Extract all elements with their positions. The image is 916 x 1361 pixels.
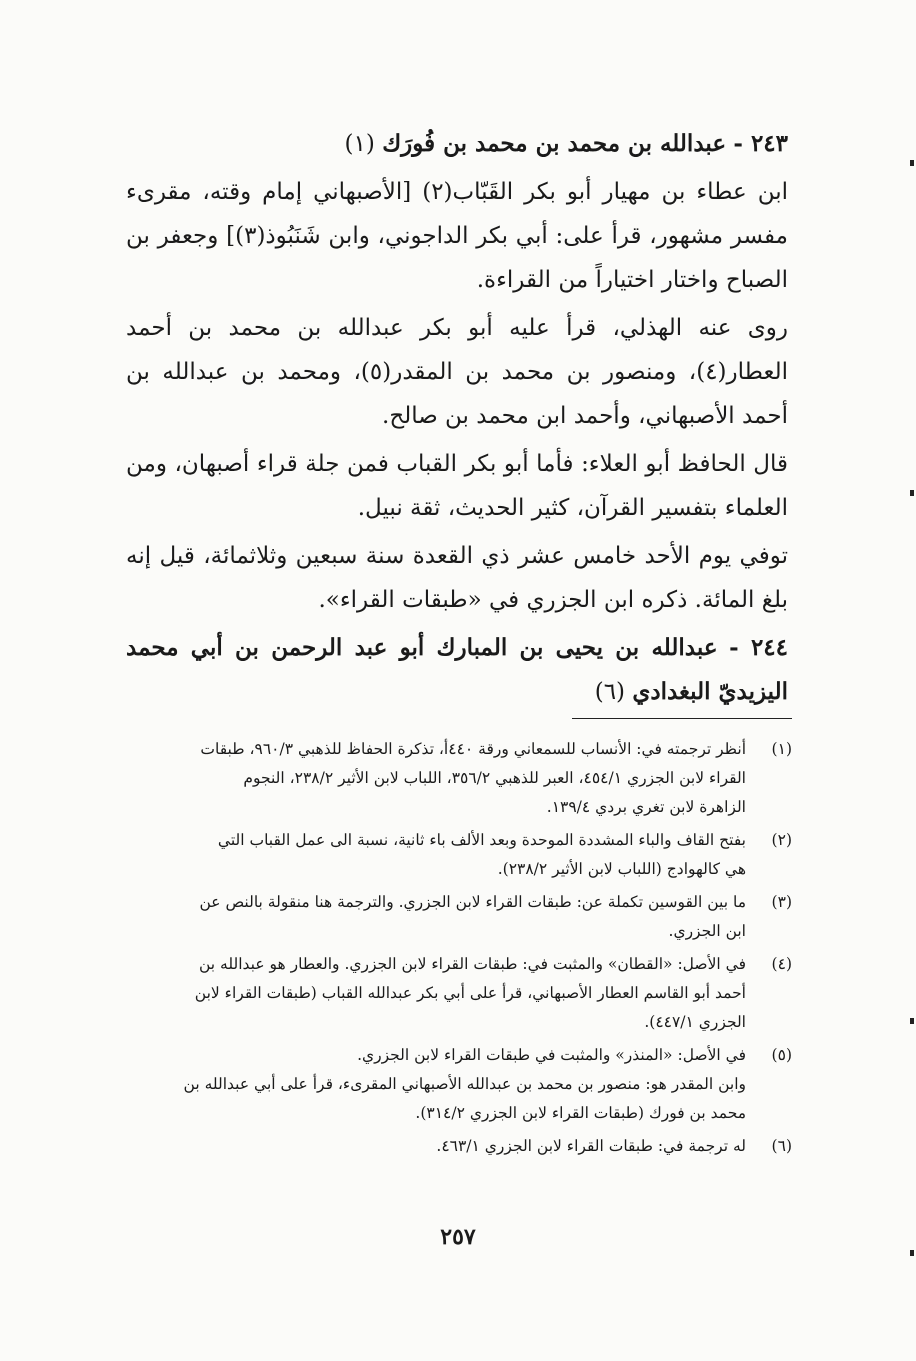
entry-number: ٢٤٣ -	[733, 130, 788, 157]
footnote-line: أنظر ترجمته في: الأنساب للسمعاني ورقة ٤٤٠أ، تذكرة الحفاظ للذهبي ٩٦٠/٣، طبقات	[200, 740, 746, 758]
footnote-line: له ترجمة في: طبقات القراء لابن الجزري ٤٦٣/١.	[436, 1137, 746, 1155]
footnote-text	[124, 888, 746, 946]
footnote-line: ابن الجزري.	[668, 922, 746, 940]
footnote-line: أحمد أبو القاسم العطار الأصبهاني، قرأ على أبي بكر عبدالله القباب (طبقات القراء لابن	[194, 984, 746, 1002]
footnote	[124, 1041, 792, 1128]
entry-number: ٢٤٤ -	[729, 634, 788, 661]
footnote-line: الزاهرة لابن تغري بردي ١٣٩/٤.	[546, 798, 746, 816]
footnote	[124, 888, 792, 946]
footnote-line: القراء لابن الجزري ٤٥٤/١، العبر للذهبي ٣٥٦/٢، اللباب لابن الأثير ٢٣٨/٢، النجوم	[243, 769, 746, 787]
footnote-number: (٥)	[771, 1046, 792, 1064]
entry-name: عبدالله بن محمد بن محمد بن فُورَك	[382, 130, 727, 157]
main-text	[126, 122, 788, 714]
footnote-text	[124, 826, 746, 884]
footnote	[124, 1132, 792, 1161]
body-paragraph: قال الحافظ أبو العلاء: فأما أبو بكر القباب فمن جلة قراء أصبهان، ومن العلماء بتفسير القرآن، كثير الحديث، ثقة نبيل.	[126, 451, 788, 521]
page-number: ٢٥٧	[440, 1224, 476, 1250]
footnote-number: (٢)	[771, 831, 792, 849]
footnote-line: في الأصل: «القطان» والمثبت في: طبقات القراء لابن الجزري. والعطار هو عبدالله بن	[199, 955, 746, 973]
footnote	[124, 950, 792, 1037]
footnote-text	[124, 950, 746, 1037]
footnotes	[124, 735, 792, 1165]
scan-edge-mark	[910, 160, 914, 166]
footnote-number: (٦)	[771, 1137, 792, 1155]
scan-edge-mark	[910, 1018, 914, 1024]
footnote-line: في الأصل: «المنذر» والمثبت في طبقات القراء لابن الجزري.	[357, 1046, 746, 1064]
footnote-number: (١)	[771, 740, 792, 758]
footnote-text	[124, 1041, 746, 1128]
footnote-reference: (١)	[344, 131, 375, 157]
footnote-text	[124, 1132, 746, 1161]
footnote-reference: (٦)	[594, 679, 626, 705]
scan-edge-mark	[910, 490, 914, 496]
footnote-text	[124, 735, 746, 822]
footnote-line: هي كالهوادج (اللباب لابن الأثير ٢٣٨/٢).	[497, 860, 746, 878]
footnote-line: محمد بن فورك (طبقات القراء لابن الجزري ٣١٤/٢).	[415, 1104, 746, 1122]
footnote-separator	[572, 718, 792, 719]
entry-name: عبدالله بن يحيى بن المبارك أبو عبد الرحمن بن أبي محمد اليزيديّ البغدادي	[126, 634, 788, 705]
footnote-line: ما بين القوسين تكملة عن: طبقات القراء لابن الجزري. والترجمة هنا منقولة بالنص عن	[199, 893, 746, 911]
footnote-line: وابن المقدر هو: منصور بن محمد بن عبدالله الأصبهاني المقرىء، قرأ على أبي عبدالله بن	[183, 1075, 746, 1093]
body-paragraph: توفي يوم الأحد خامس عشر ذي القعدة سنة سبعين وثلاثمائة، قيل إنه بلغ المائة. ذكره ابن الجزري في «طبقات القراء».	[126, 543, 788, 613]
body-paragraph: ابن عطاء بن مهيار أبو بكر القَبّاب(٢) [الأصبهاني إمام وقته، مقرىء مفسر مشهور، قرأ على: أبي بكر الداجوني، وابن شَنَبُوذ(٣)] وجعفر بن الصباح واختار اختياراً من القراءة.	[126, 179, 789, 293]
footnote-line: بفتح القاف والباء المشددة الموحدة وبعد الألف باء ثانية، نسبة الى عمل القباب التي	[217, 831, 746, 849]
scan-edge-mark	[910, 1250, 914, 1256]
biography-entry-heading	[126, 626, 788, 714]
footnote	[124, 735, 792, 822]
footnote-number: (٣)	[771, 893, 792, 911]
footnote-number: (٤)	[771, 955, 792, 973]
biography-entry-heading	[126, 122, 788, 166]
footnote-line: الجزري ٤٤٧/١).	[644, 1013, 746, 1031]
footnote	[124, 826, 792, 884]
body-paragraph: روى عنه الهذلي، قرأ عليه أبو بكر عبدالله بن محمد بن أحمد العطار(٤)، ومنصور بن محمد بن المقدر(٥)، ومحمد بن عبدالله بن أحمد الأصبهاني، وأحمد ابن محمد بن صالح.	[126, 315, 788, 429]
